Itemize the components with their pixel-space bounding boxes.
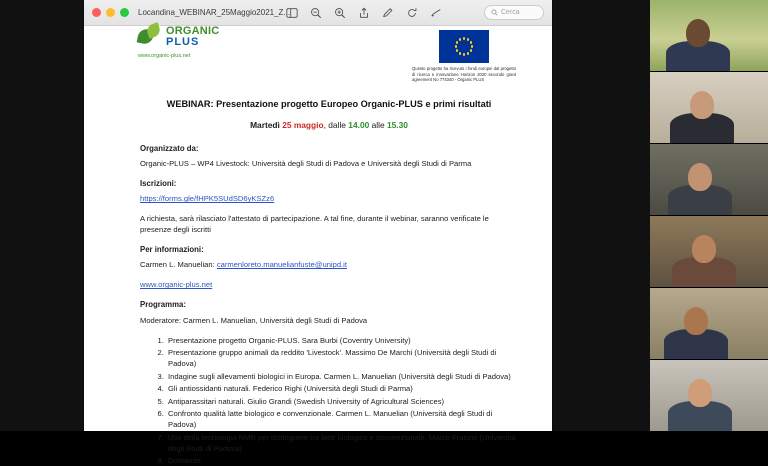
eu-funding-notice: [410, 30, 518, 83]
close-window-button[interactable]: [92, 8, 101, 17]
participant-head: [684, 307, 708, 335]
participant-head: [692, 235, 716, 263]
moderator-line: Moderatore: Carmen L. Manuelian, Università degli Studi di Padova: [140, 315, 368, 325]
participant-head: [688, 163, 712, 191]
program-item: 5. Antiparassitari naturali. Giulio Grandi (Swedish University of Agricultural Sciences): [166, 396, 518, 407]
info-contact-name: Carmen L. Manuelian:: [140, 260, 217, 270]
participant-tile[interactable]: [650, 360, 768, 431]
participant-video: [650, 144, 768, 215]
participant-video: [650, 360, 768, 431]
info-contact-line: [140, 259, 518, 270]
program-item: 7. Uso della tecnologia NMR per distinguere tra latte biologico e convenzionale. Marco Franzoi (Università degli Studi di Padova): [166, 432, 518, 454]
participant-tile[interactable]: [650, 216, 768, 287]
event-mid: , dalle: [323, 120, 349, 131]
sidebar-icon[interactable]: [285, 6, 298, 19]
participant-head: [688, 379, 712, 407]
event-date: 25 maggio: [282, 120, 324, 131]
toolbar-icon-group-left: [285, 6, 442, 19]
eu-funding-text: Questo progetto ha ricevuto i fondi europei dal progetto di ricerca e innovazione Horizon 2020 secondo grant agreement No 774340 - Organic PLUS: [412, 66, 516, 83]
program-item: 4. Gli antiossidanti naturali. Federico Righi (Università degli Studi di Parma): [166, 383, 518, 394]
participant-tile[interactable]: [650, 0, 768, 71]
logo-word-organic: ORGANIC: [166, 25, 220, 37]
rotate-icon[interactable]: [405, 6, 418, 19]
program-item: 1. Presentazione progetto Organic-PLUS. Sara Burbi (Coventry University): [166, 335, 518, 346]
registration-link[interactable]: https://forms.gle/fHPK5SUdSD6yKSZz6: [140, 194, 275, 204]
document-header: [138, 25, 518, 88]
window-controls[interactable]: [92, 8, 129, 17]
event-end-time: 15.30: [386, 120, 408, 131]
document-title: WEBINAR: Presentazione progetto Europeo Organic-PLUS e primi risultati: [166, 99, 492, 109]
search-input[interactable]: [484, 5, 544, 20]
organizers-label: Organizzato da:: [140, 143, 199, 153]
eu-flag-icon: [439, 30, 489, 63]
info-label: Per informazioni:: [140, 245, 204, 255]
event-day: Martedì: [250, 120, 283, 131]
markup-icon[interactable]: [381, 6, 394, 19]
pdf-document[interactable]: [84, 25, 552, 466]
maximize-window-button[interactable]: [120, 8, 129, 17]
participant-video-strip[interactable]: [650, 0, 768, 431]
participant-video: [650, 288, 768, 359]
search-icon: [491, 9, 498, 16]
registration-note: A richiesta, sarà rilasciato l'attestato di partecipazione. A tal fine, durante il webinar, saranno verificate le presenze degli iscritti: [140, 214, 489, 235]
annotate-icon[interactable]: [429, 6, 442, 19]
participant-video: [650, 216, 768, 287]
organizers-text: Organic-PLUS – WP4 Livestock: Università degli Studi di Padova e Università degli Studi di Parma: [140, 158, 472, 168]
event-start-time: 14.00: [348, 120, 370, 131]
search-placeholder: Cerca: [501, 9, 520, 16]
participant-tile[interactable]: [650, 288, 768, 359]
logo-word-plus: PLUS: [166, 36, 200, 48]
program-item: 2. Presentazione gruppo animali da reddito 'Livestock'. Massimo De Marchi (Università degli Studi di Padova): [166, 347, 518, 369]
info-email-link[interactable]: carmenloreto.manuelianfuste@unipd.it: [216, 260, 347, 270]
participant-head: [686, 19, 710, 47]
program-list: [140, 335, 518, 466]
zoom-in-icon[interactable]: [333, 6, 346, 19]
participant-video: [650, 72, 768, 143]
logo-url: www.organic-plus.net: [138, 53, 191, 59]
participant-tile[interactable]: [650, 144, 768, 215]
window-title: Locandina_WEBINAR_25Maggio2021_Z...: [138, 8, 291, 17]
participant-video: [650, 0, 768, 71]
program-item: 3. Indagine sugli allevamenti biologici in Europa. Carmen L. Manuelian (Università degli Studi di Padova): [166, 371, 518, 382]
program-label: Programma:: [140, 300, 186, 310]
program-item: 8. Domande: [166, 455, 518, 466]
leaf-icon: [138, 24, 162, 50]
zoom-out-icon[interactable]: [309, 6, 322, 19]
share-icon[interactable]: [357, 6, 370, 19]
registration-label: Iscrizioni:: [140, 178, 177, 188]
info-site-link[interactable]: www.organic-plus.net: [140, 280, 213, 290]
minimize-window-button[interactable]: [106, 8, 115, 17]
event-datetime: [140, 119, 518, 131]
organic-plus-logo: [138, 24, 234, 61]
participant-head: [690, 91, 714, 119]
event-sep: alle: [369, 120, 387, 131]
participant-tile[interactable]: [650, 72, 768, 143]
preview-app-window: [84, 0, 552, 466]
program-item: 6. Confronto qualità latte biologico e convenzionale. Carmen L. Manuelian (Università degli Studi di Padova): [166, 408, 518, 430]
